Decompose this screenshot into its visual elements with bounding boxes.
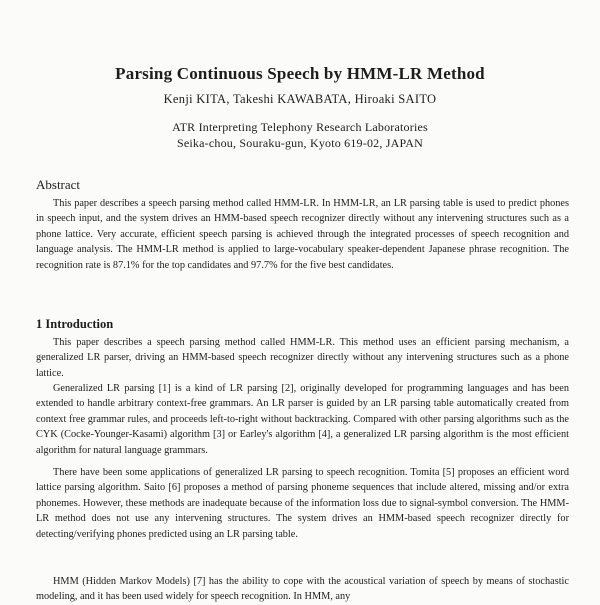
paper-title: Parsing Continuous Speech by HMM-LR Method: [115, 64, 485, 83]
intro-paragraph-4: HMM (Hidden Markov Models) [7] has the ability to cope with the acoustical variation of speech by means of stochastic modeling, and it has been used widely for speech recognition. In HMM, any: [36, 576, 569, 603]
abstract-text: This paper describes a speech parsing method called HMM-LR. In HMM-LR, an LR parsing table is used to predict phones in speech input, and the system drives an HMM-based speech recognizer directly without any intervening structures such as a phone lattice. Very accurate, efficient speech parsing is achieved through the integrated processes of speech recognition and language analysis. The HMM-LR method is applied to large-vocabulary speaker-dependent Japanese phrase recognition. The recognition rate is 87.1% for the top candidates and 97.7% for the five best candidates.: [36, 198, 569, 271]
section-heading-introduction: 1 Introduction: [36, 317, 114, 331]
intro-paragraph-1: This paper describes a speech parsing method called HMM-LR. This method uses an efficient parsing mechanism, a generalized LR parser, driving an HMM-based speech recognizer directly without any intervening structures such as a phone lattice.: [36, 337, 569, 379]
intro-paragraph-2: Generalized LR parsing [1] is a kind of LR parsing [2], originally developed for programming languages and has been extended to handle arbitrary context-free grammars. An LR parser is guided by an LR parsing table automatically created from context free grammar rules, and proceeds left-to-right without backtracking. Compared with other parsing algorithms such as the CYK (Cocke-Younger-Kasami) algorithm [3] or Earley's algorithm [4], a generalized LR parsing algorithm is the most efficient algorithm for natural language grammars.: [36, 383, 569, 456]
paper-authors: Kenji KITA, Takeshi KAWABATA, Hiroaki SAITO: [163, 92, 437, 106]
intro-paragraph-3: There have been some applications of generalized LR parsing to speech recognition. Tomita [5] proposes an efficient word lattice parsing algorithm. Saito [6] proposes a method of parsing phoneme sequences that include altered, missing and/or extra phonemes. However, these methods are inadequate because of the information loss due to signal-symbol conversion. The HMM-LR method does not use any intervening structures. The system drives an HMM-based speech recognizer directly for detecting/verifying phones predicted using an LR parsing table.: [36, 467, 569, 540]
abstract-heading: Abstract: [36, 177, 81, 192]
affiliation-line-1: ATR Interpreting Telephony Research Laboratories: [172, 120, 428, 134]
affiliation-line-2: Seika-chou, Souraku-gun, Kyoto 619-02, JAPAN: [176, 136, 423, 150]
